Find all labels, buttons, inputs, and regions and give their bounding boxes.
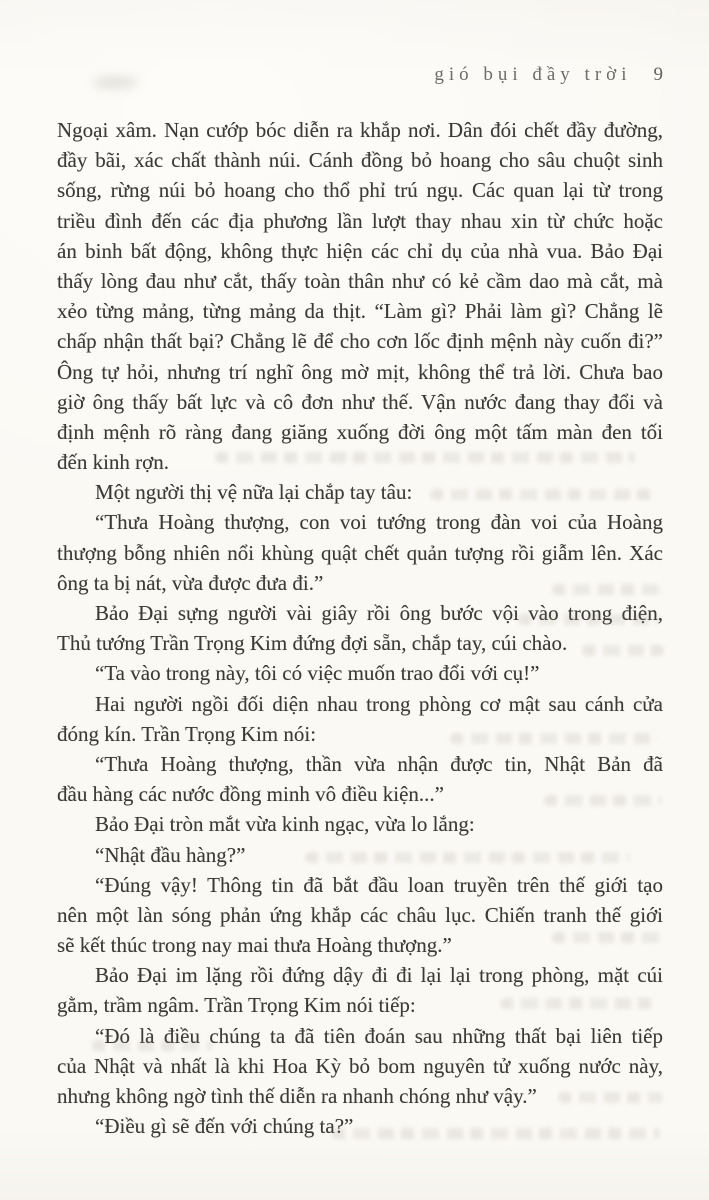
text-line-content: thấy lòng đau như cắt, thấy toàn thân như có kẻ cầm dao mà cắt, mà bbox=[57, 268, 663, 293]
bleed-through-mark bbox=[332, 1128, 660, 1139]
text-line-content: giờ ông thấy bất lực và cô đơn như thế. Vận nước đang thay đổi và bbox=[57, 389, 663, 414]
text-line bbox=[57, 900, 663, 930]
text-line bbox=[57, 960, 663, 990]
text-line bbox=[57, 689, 663, 719]
text-line bbox=[57, 236, 663, 266]
text-line bbox=[57, 326, 663, 356]
bleed-through-mark bbox=[92, 1040, 212, 1051]
text-line-content: sống, rừng núi bỏ hoang cho thổ phỉ trú ngụ. Các quan lại từ trong bbox=[57, 178, 663, 203]
text-line bbox=[57, 357, 663, 387]
text-line-content: Ngoại xâm. Nạn cướp bóc diễn ra khắp nơi. Dân đói chết đầy đường, bbox=[57, 118, 663, 142]
text-line-content: “Đúng vậy! Thông tin đã bắt đầu loan truyền trên thế giới tạo bbox=[95, 872, 663, 897]
text-line bbox=[57, 417, 663, 447]
text-line-content: “Điều gì sẽ đến với chúng ta?” bbox=[95, 1114, 354, 1139]
text-line bbox=[57, 115, 663, 145]
text-line-content: Bảo Đại tròn mắt vừa kinh ngạc, vừa lo lắng: bbox=[95, 812, 475, 837]
text-line bbox=[57, 296, 663, 326]
text-line-content: Thủ tướng Trần Trọng Kim đứng đợi sẵn, chắp tay, cúi chào. bbox=[57, 631, 568, 656]
bleed-through-mark bbox=[552, 584, 660, 595]
text-line-content: đầy bãi, xác chất thành núi. Cánh đồng bỏ hoang cho sâu chuột sinh bbox=[57, 148, 663, 173]
bleed-through-mark bbox=[558, 1092, 663, 1103]
text-line-content: gằm, trầm ngâm. Trần Trọng Kim nói tiếp: bbox=[57, 993, 416, 1018]
bleed-through-mark bbox=[582, 645, 664, 656]
bleed-through-mark bbox=[430, 489, 658, 500]
text-line-content: đầu hàng các nước đồng minh vô điều kiện...” bbox=[57, 782, 444, 807]
text-line-content: nên một làn sóng phản ứng khắp các châu lục. Chiến tranh thế giới bbox=[57, 902, 663, 927]
text-line bbox=[57, 387, 663, 417]
text-line-content: Một người thị vệ nữa lại chắp tay tâu: bbox=[95, 480, 413, 505]
text-line-content: Hai người ngồi đối diện nhau trong phòng cơ mật sau cánh cửa bbox=[95, 691, 663, 716]
text-line-content: định mệnh rõ ràng đang giăng xuống đời ông một tấm màn đen tối bbox=[57, 419, 663, 444]
text-line-content: của Nhật và nhất là khi Hoa Kỳ bỏ bom nguyên tử xuống nước này, bbox=[57, 1053, 663, 1078]
body-text bbox=[57, 115, 663, 1141]
bleed-through-mark bbox=[552, 932, 662, 943]
text-line-content: nhưng không ngờ tình thế diễn ra nhanh chóng như vậy.” bbox=[57, 1084, 537, 1108]
text-line-content: Bảo Đại im lặng rồi đứng dậy đi đi lại lại trong phòng, mặt cúi bbox=[95, 963, 663, 988]
text-line-content: “Thưa Hoàng thượng, con voi tướng trong đàn voi của Hoàng bbox=[95, 510, 663, 535]
text-line bbox=[57, 175, 663, 205]
bleed-through-mark bbox=[518, 614, 660, 625]
text-line-content: triều đình đến các địa phương lần lượt thay nhau xin từ chức hoặc bbox=[57, 208, 663, 233]
text-line-content: “Ta vào trong này, tôi có việc muốn trao đổi với cụ!” bbox=[95, 661, 540, 686]
running-header bbox=[434, 64, 663, 86]
bleed-through-mark bbox=[544, 795, 662, 806]
text-line-content: sẽ kết thúc trong nay mai thưa Hoàng thượng.” bbox=[57, 933, 452, 958]
text-line bbox=[57, 145, 663, 175]
text-line-content: “Đó là điều chúng ta đã tiên đoán sau những thất bại liên tiếp bbox=[95, 1023, 663, 1048]
bleed-through-mark bbox=[500, 998, 658, 1009]
text-line-content: Bảo Đại sựng người vài giây rồi ông bước vội vào trong điện, bbox=[95, 601, 663, 625]
text-line-content: “Nhật đầu hàng?” bbox=[95, 842, 246, 867]
text-line bbox=[57, 1051, 663, 1081]
text-line-content: xẻo từng mảng, từng mảng da thịt. “Làm gì? Phải làm gì? Chẳng lẽ bbox=[57, 299, 663, 324]
running-title: gió bụi đầy trời bbox=[434, 64, 632, 85]
text-line-content: Ông tự hỏi, nhưng trí nghĩ ông mờ mịt, không thể trả lời. Chưa bao bbox=[57, 359, 663, 384]
bleed-through-mark bbox=[215, 452, 635, 463]
page-number: 9 bbox=[653, 64, 663, 85]
text-line bbox=[57, 266, 663, 296]
text-line bbox=[57, 538, 663, 568]
text-line bbox=[57, 809, 663, 839]
text-line bbox=[57, 658, 663, 688]
scan-smudge bbox=[92, 76, 138, 89]
text-line bbox=[57, 749, 663, 779]
text-line-content: án binh bất động, không thực hiện các chỉ dụ của nhà vua. Bảo Đại bbox=[57, 238, 663, 263]
text-line bbox=[57, 206, 663, 236]
text-line-content: đóng kín. Trần Trọng Kim nói: bbox=[57, 721, 317, 746]
text-line-content: đến kinh rợn. bbox=[57, 450, 170, 475]
text-line-content: “Thưa Hoàng thượng, thần vừa nhận được tin, Nhật Bản đã bbox=[95, 751, 663, 776]
text-line-content: thượng bỗng nhiên nổi khùng quật chết quản tượng rồi giẫm lên. Xác bbox=[57, 540, 663, 565]
text-line bbox=[57, 870, 663, 900]
text-line-content: ông ta bị nát, vừa được đưa đi.” bbox=[57, 570, 324, 595]
text-line-content: chấp nhận thất bại? Chẳng lẽ để cho cơn lốc định mệnh này cuốn đi?” bbox=[57, 329, 663, 354]
text-line bbox=[57, 628, 663, 658]
bleed-through-mark bbox=[305, 852, 630, 863]
text-line bbox=[57, 507, 663, 537]
bleed-through-mark bbox=[450, 733, 658, 744]
